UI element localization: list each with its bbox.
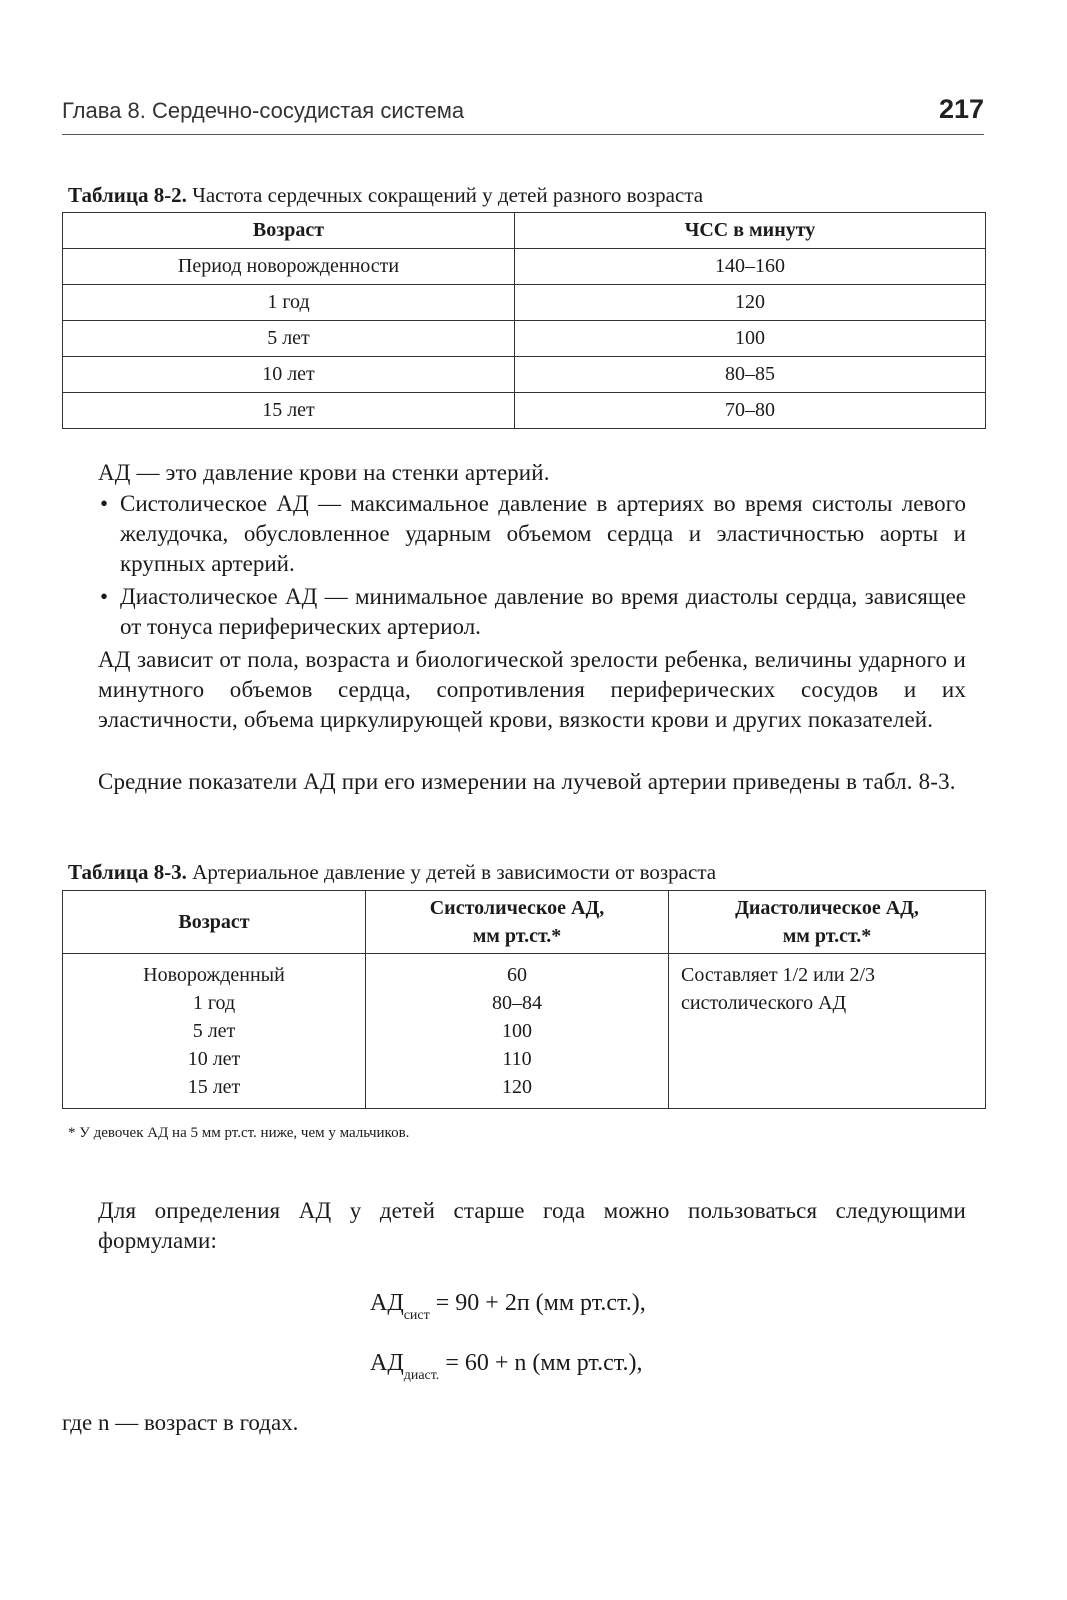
systolic-value: 80–84 bbox=[492, 992, 542, 1014]
paragraph-formulas-intro: Для определения АД у детей старше года можно пользоваться следующими формулами: bbox=[98, 1198, 966, 1253]
heart-rate-cell: 120 bbox=[515, 285, 986, 321]
systolic-cell bbox=[366, 954, 669, 1109]
diastolic-header-line: Диастолическое АД, bbox=[735, 897, 919, 919]
age-cell: 10 лет bbox=[63, 357, 515, 393]
table-8-3-title: Артериальное давление у детей в зависимости от возраста bbox=[186, 860, 717, 884]
paragraph-average-bp: Средние показатели АД при его измерении на лучевой артерии приведены в табл. 8-3. bbox=[98, 769, 956, 794]
running-head bbox=[62, 94, 984, 135]
systolic-unit-line: мм рт.ст.* bbox=[472, 925, 562, 947]
systolic-header-line: Систолическое АД, bbox=[429, 897, 605, 919]
age-value: 10 лет bbox=[187, 1048, 241, 1070]
age-value: 15 лет bbox=[187, 1076, 241, 1098]
table-row bbox=[63, 321, 986, 357]
heart-rate-cell: 140–160 bbox=[515, 249, 986, 285]
table-header-row bbox=[63, 891, 986, 954]
heart-rate-cell: 100 bbox=[515, 321, 986, 357]
bullet-diastolic-text: Диастолическое АД — минимальное давление во время диастолы сердца, зависящее от тонуса периферических артериол. bbox=[120, 584, 966, 639]
column-header-age: Возраст bbox=[63, 213, 515, 249]
table-footnote: * У девочек АД на 5 мм рт.ст. ниже, чем у мальчиков. bbox=[68, 1125, 410, 1141]
heart-rate-cell: 70–80 bbox=[515, 393, 986, 429]
bullet-systolic bbox=[98, 489, 966, 579]
paragraph-bp-definition: АД — это давление крови на стенки артерий. bbox=[98, 460, 550, 485]
systolic-value: 60 bbox=[507, 964, 527, 986]
column-header-systolic bbox=[366, 891, 669, 954]
age-cell: 5 лет bbox=[63, 321, 515, 357]
column-header-heart-rate: ЧСС в минуту bbox=[515, 213, 986, 249]
age-cell: 15 лет bbox=[63, 393, 515, 429]
table-8-3-caption bbox=[68, 860, 716, 885]
systolic-value: 120 bbox=[502, 1076, 532, 1098]
bullet-marker: • bbox=[100, 491, 109, 516]
age-cell: Период новорожденности bbox=[63, 249, 515, 285]
age-value: 1 год bbox=[192, 992, 236, 1014]
column-header-age: Возраст bbox=[63, 891, 366, 954]
diastolic-cell bbox=[669, 954, 986, 1109]
paragraph-variable-note: где n — возраст в годах. bbox=[62, 1410, 299, 1435]
systolic-value: 100 bbox=[502, 1020, 532, 1042]
table-row bbox=[63, 357, 986, 393]
paragraph-bp-factors: АД зависит от пола, возраста и биологической зрелости ребенка, величины ударного и минутного объемов сердца, сопротивления периферических сосудов и их эластичности, объема циркулирующей крови, вязкости крови и других показателей. bbox=[98, 647, 966, 732]
table-row bbox=[63, 285, 986, 321]
formula-base: АД bbox=[370, 1350, 404, 1376]
table-8-2-caption bbox=[68, 183, 703, 208]
bullet-systolic-text: Систолическое АД — максимальное давление в артериях во время систолы левого желудочка, обусловленное ударным объемом сердца и эластичностью аорты и крупных артерий. bbox=[120, 491, 966, 576]
age-value: Новорожденный bbox=[143, 964, 285, 986]
formula-systolic bbox=[370, 1290, 646, 1324]
heart-rate-table bbox=[62, 212, 986, 429]
column-header-diastolic bbox=[669, 891, 986, 954]
age-value: 5 лет bbox=[192, 1020, 236, 1042]
diastolic-unit-line: мм рт.ст.* bbox=[782, 925, 872, 947]
formula-subscript: диаст. bbox=[403, 1368, 440, 1383]
table-8-3-label: Таблица 8-3. bbox=[68, 860, 187, 884]
table-row bbox=[63, 393, 986, 429]
formula-expression: = 90 + 2п (мм рт.ст.), bbox=[429, 1290, 646, 1316]
formula-base: АД bbox=[370, 1290, 404, 1316]
chapter-title: Глава 8. Сердечно-сосудистая система bbox=[62, 98, 465, 123]
table-header-row bbox=[63, 213, 986, 249]
heart-rate-cell: 80–85 bbox=[515, 357, 986, 393]
blood-pressure-table bbox=[62, 890, 986, 1109]
systolic-value: 110 bbox=[502, 1048, 532, 1070]
table-8-2-title: Частота сердечных сокращений у детей разного возраста bbox=[186, 183, 704, 207]
diastolic-text: систолического АД bbox=[681, 992, 847, 1014]
formula-subscript: сист bbox=[403, 1308, 430, 1323]
age-cell bbox=[63, 954, 366, 1109]
diastolic-text: Составляет 1/2 или 2/3 bbox=[681, 964, 876, 986]
bullet-diastolic bbox=[98, 582, 966, 642]
formula-expression: = 60 + n (мм рт.ст.), bbox=[439, 1350, 643, 1376]
table-8-2-label: Таблица 8-2. bbox=[68, 183, 187, 207]
page-number: 217 bbox=[938, 94, 984, 124]
bullet-marker: • bbox=[100, 584, 109, 609]
table-row bbox=[63, 954, 986, 1109]
formula-diastolic bbox=[370, 1350, 642, 1384]
age-cell: 1 год bbox=[63, 285, 515, 321]
table-row bbox=[63, 249, 986, 285]
